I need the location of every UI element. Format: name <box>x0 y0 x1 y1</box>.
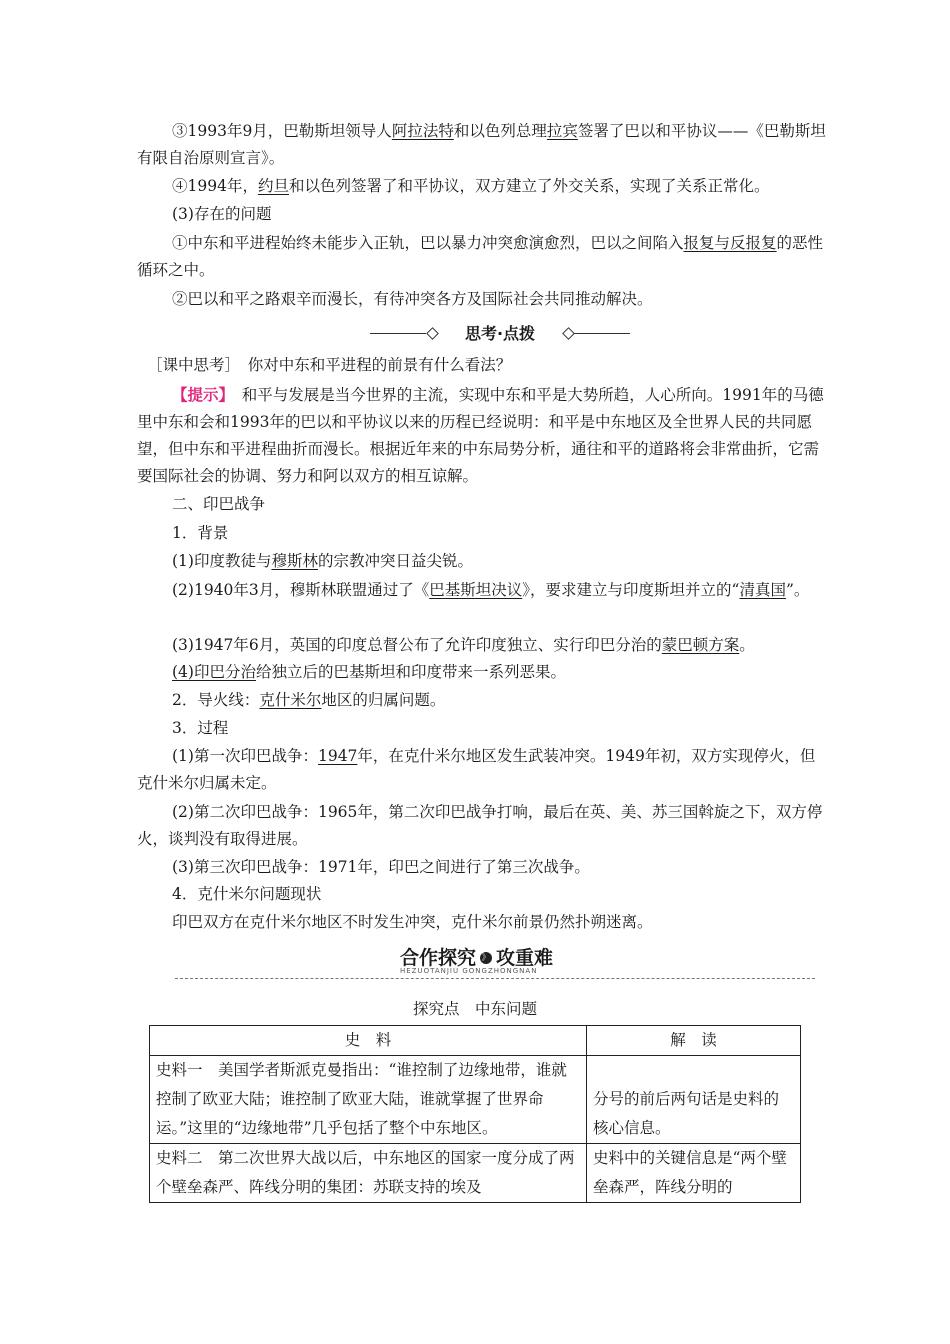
underlined-term: 阿拉法特 <box>391 122 454 140</box>
background-item-4 <box>137 659 827 686</box>
hint-label: 【提示】 <box>172 385 227 404</box>
underlined-term: (4)印巴分治 <box>172 663 256 681</box>
section-banner-cooperative-inquiry <box>175 945 815 985</box>
heading-background: 1．背景 <box>172 524 229 542</box>
paragraph-jordan-treaty <box>137 173 827 200</box>
banner-title-right: 攻重难 <box>496 947 554 969</box>
text: 地区的归属问题。 <box>321 691 446 709</box>
war-item-3: (3)第三次印巴战争：1971年，印巴之间进行了第三次战争。 <box>172 858 590 876</box>
underlined-term: 约旦 <box>257 177 289 195</box>
underlined-term: 清真国 <box>739 581 786 599</box>
text: 和以色列总理 <box>453 122 547 140</box>
background-item-3 <box>137 632 827 659</box>
text: (1)第一次印巴战争： <box>172 747 318 765</box>
hint-paragraph <box>137 381 827 490</box>
underlined-term: 报复与反报复 <box>683 234 777 252</box>
table-header-row <box>150 1026 801 1056</box>
background-item-2 <box>137 577 827 604</box>
diamond-icon <box>426 327 439 340</box>
table-cell <box>587 1056 801 1144</box>
banner-title-left: 合作探究 <box>400 947 477 969</box>
paragraph-problem-2: ②巴以和平之路艰辛而漫长，有待冲突各方及国际社会共同推动解决。 <box>172 290 653 308</box>
text: 的恶性循环之中。 <box>137 234 824 279</box>
heading-process: 3．过程 <box>172 719 229 737</box>
underlined-term: 克什米尔 <box>259 691 322 709</box>
text: 签署了巴以和平协议——《巴勒斯坦有限自治原则宣言》。 <box>137 122 826 167</box>
inquiry-point-heading: 探究点 中东问题 <box>412 1000 537 1018</box>
table-header: 解 读 <box>587 1026 801 1056</box>
table-cell-text: 分号的前后两句话是史料的核心信息。 <box>593 1090 780 1137</box>
table-header: 史 料 <box>150 1026 587 1056</box>
underlined-term: 巴基斯坦决议 <box>429 581 523 599</box>
banner-title-group <box>400 945 590 975</box>
dashed-rule <box>175 978 815 979</box>
banner-rule-right <box>574 333 630 334</box>
paragraph-problem-1 <box>137 230 827 284</box>
text: (1)印度教徒与 <box>172 552 272 570</box>
chevron-right-icon: 》 <box>481 953 491 963</box>
heading-kashmir-status: 4．克什米尔问题现状 <box>172 885 322 903</box>
text: ④1994年， <box>172 177 258 195</box>
text: (3)1947年6月，英国的印度总督公布了允许印度独立、实行印巴分治的 <box>172 636 662 654</box>
text: ①中东和平进程始终未能步入正轨，巴以暴力冲突愈演愈烈，巴以之间陷入 <box>172 234 684 252</box>
table-row <box>150 1056 801 1144</box>
underlined-term: 蒙巴顿方案 <box>661 636 740 654</box>
table-cell: 史料一 美国学者斯派克曼指出：“谁控制了边缘地带，谁就控制了欧亚大陆；谁控制了欧亚大陆，谁就掌握了世界命运。”这里的“边缘地带”几乎包括了整个中东地区。 <box>150 1056 587 1144</box>
heading-existing-problems: (3)存在的问题 <box>172 205 272 223</box>
war-item-2: (2)第二次印巴战争：1965年，第二次印巴战争打响，最后在英、美、苏三国斡旋之下，双方停火，谈判没有取得进展。 <box>137 803 823 848</box>
banner-pinyin: HEZUOTANJIU GONGZHONGNAN <box>400 967 538 975</box>
diamond-icon <box>562 327 575 340</box>
text: 》，要求建立与印度斯坦并立的“ <box>522 581 740 599</box>
text: 年，在克什米尔地区发生武装冲突。1949年初，双方实现停火，但克什米尔归属未定。 <box>137 747 816 792</box>
hint-text: 和平与发展是当今世界的主流，实现中东和平是大势所趋，人心所向。1991年的马德里中东和会和1993年的巴以和平协议以来的历程已经说明：和平是中东地区及全世界人民的共同愿望，但中东和平进程曲折而漫长。根据近年来的中东局势分析，通往和平的道路将会非常曲折，它需要国际社会的协调、努力和阿以双方的相互谅解。 <box>137 386 824 485</box>
banner-rule-left <box>370 333 426 334</box>
banner-title: 思考·点拨 <box>464 324 536 343</box>
text: ③1993年9月，巴勒斯坦领导人 <box>172 122 392 140</box>
text: 的宗教冲突日益尖锐。 <box>317 552 473 570</box>
section-heading-indo-pak-war: 二、印巴战争 <box>172 495 266 513</box>
underlined-term: 穆斯林 <box>271 552 318 570</box>
text: (2)1940年3月，穆斯林联盟通过了《 <box>172 581 430 599</box>
text: 。 <box>739 636 755 654</box>
source-analysis-table <box>149 1025 801 1203</box>
underlined-term: 拉宾 <box>546 122 578 140</box>
table-row <box>150 1144 801 1203</box>
table-cell: 史料中的关键信息是“两个壁垒森严，阵线分明的 <box>587 1144 801 1203</box>
underlined-term: 1947 <box>317 747 358 765</box>
text: ”。 <box>785 581 810 599</box>
text: 2．导火线： <box>172 691 260 709</box>
background-item-1 <box>137 548 827 575</box>
war-item-1 <box>137 743 827 797</box>
kashmir-status-text: 印巴双方在克什米尔地区不时发生冲突，克什米尔前景仍然扑朔迷离。 <box>172 913 653 931</box>
in-class-question: ［课中思考］ 你对中东和平进程的前景有什么看法？ <box>147 356 512 374</box>
heading-trigger <box>137 687 827 714</box>
text: 给独立后的巴基斯坦和印度带来一系列恶果。 <box>255 663 566 681</box>
paragraph-oslo-accord <box>137 118 827 172</box>
table-cell: 史料二 第二次世界大战以后，中东地区的国家一度分成了两个壁垒森严、阵线分明的集团：苏联支持的埃及 <box>150 1144 587 1203</box>
section-banner-think <box>370 322 630 346</box>
text: 和以色列签署了和平协议，双方建立了外交关系，实现了关系正常化。 <box>288 177 770 195</box>
